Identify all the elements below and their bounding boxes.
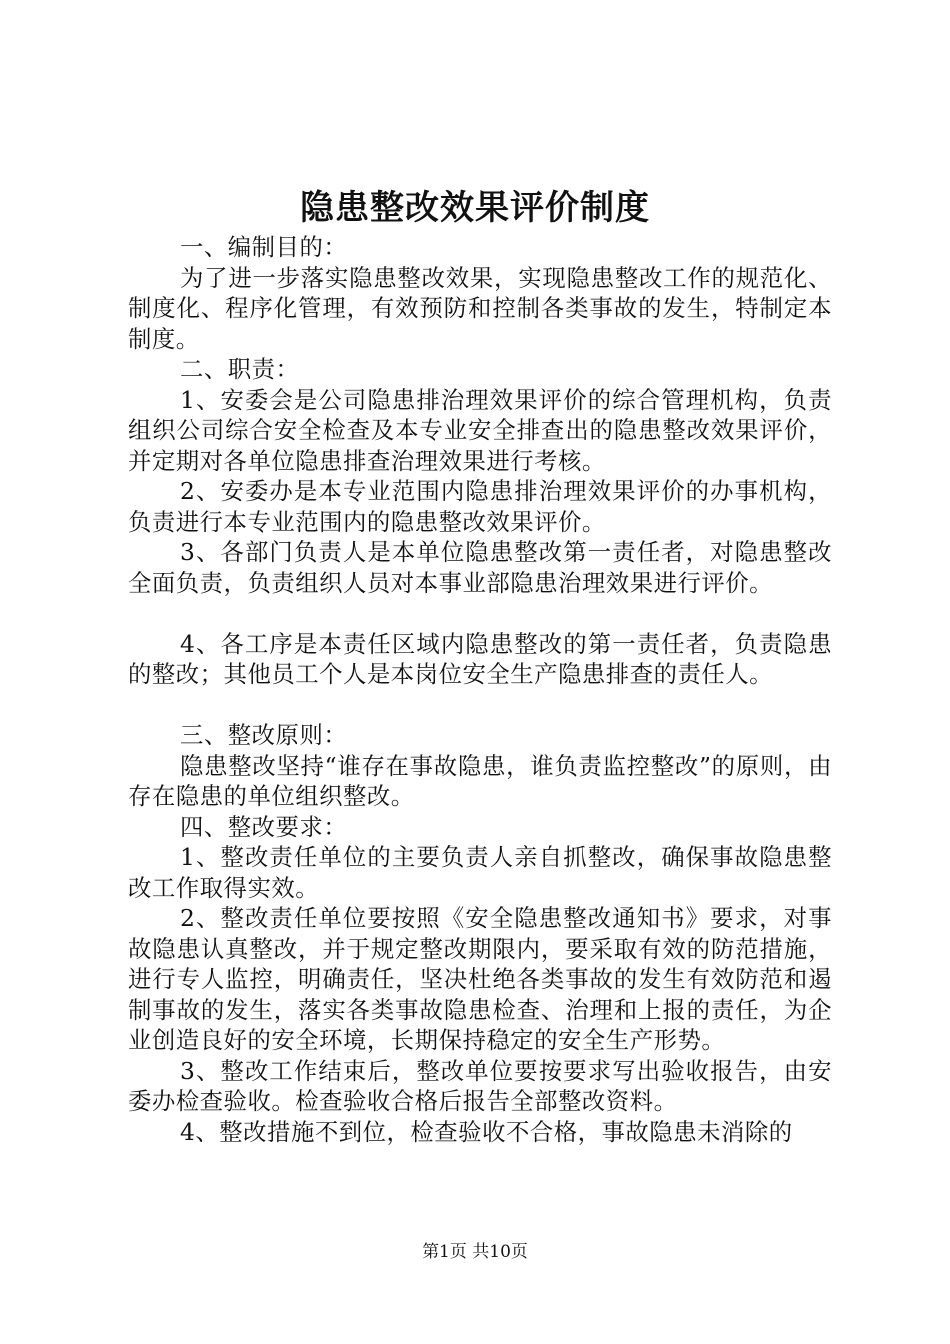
- paragraph-duty-2: 2、安委办是本专业范围内隐患排治理效果评价的办事机构，负责进行本专业范围内的隐患整改效果评价。: [128, 477, 832, 536]
- section-heading-purpose: 一、编制目的：: [180, 233, 348, 261]
- paragraph-requirement-3: 3、整改工作结束后，整改单位要按要求写出验收报告，由安委办检查验收。检查验收合格后报告全部整改资料。: [128, 1056, 832, 1115]
- section-heading-duties: 二、职责：: [180, 355, 300, 383]
- section-heading-requirements: 四、整改要求：: [180, 812, 348, 841]
- section-heading-principle: 三、整改原则：: [180, 721, 348, 749]
- paragraph-duty-1: 1、安委会是公司隐患排治理效果评价的综合管理机构，负责组织公司综合安全检查及本专业安全排查出的隐患整改效果评价，并定期对各单位隐患排查治理效果进行考核。: [128, 385, 832, 475]
- paragraph-duty-4: 4、各工序是本责任区域内隐患整改的第一责任者，负责隐患的整改；其他员工个人是本岗位安全生产隐患排查的责任人。: [128, 629, 832, 688]
- paragraph-principle: 隐患整改坚持“谁存在事故隐患，谁负责监控整改”的原则，由存在隐患的单位组织整改。: [128, 751, 832, 810]
- paragraph-spacer: [128, 690, 832, 721]
- paragraph-spacer: [128, 598, 832, 629]
- paragraph-duty-3: 3、各部门负责人是本单位隐患整改第一责任者，对隐患整改全面负责，负责组织人员对本事业部隐患治理效果进行评价。: [128, 538, 832, 597]
- paragraph-purpose: 为了进一步落实隐患整改效果，实现隐患整改工作的规范化、制度化、程序化管理，有效预防和控制各类事故的发生，特制定本制度。: [128, 263, 832, 353]
- paragraph-requirement-2: 2、整改责任单位要按照《安全隐患整改通知书》要求，对事故隐患认真整改，并于规定整改期限内，要采取有效的防范措施，进行专人监控，明确责任，坚决杜绝各类事故的发生有效防范和遏制事故的发生，落实各类事故隐患检查、治理和上报的责任，为企业创造良好的安全环境，长期保持稳定的安全生产形势。: [128, 904, 832, 1054]
- page-footer: 第1页 共10页: [422, 1242, 528, 1262]
- paragraph-requirement-1: 1、整改责任单位的主要负责人亲自抓整改，确保事故隐患整改工作取得实效。: [128, 843, 832, 902]
- document-body: [128, 232, 832, 1147]
- document-title: 隐患整改效果评价制度: [300, 188, 650, 228]
- paragraph-requirement-4: 4、整改措施不到位，检查验收不合格，事故隐患未消除的: [180, 1117, 793, 1146]
